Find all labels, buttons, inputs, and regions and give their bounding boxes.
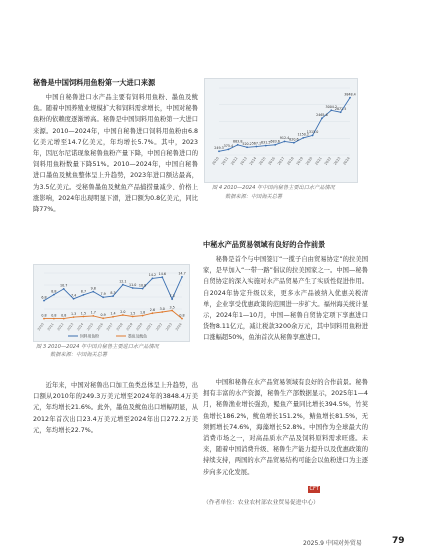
data-point xyxy=(92,315,94,317)
x-tick-label: 2014 xyxy=(76,322,85,332)
data-label: 14.7 xyxy=(178,271,186,276)
data-label: 3.0 xyxy=(159,306,165,311)
data-point xyxy=(161,276,163,278)
figure3-svg xyxy=(34,265,189,341)
data-point xyxy=(122,314,124,316)
figure4-source: 数据来源：中国海关总署 xyxy=(225,194,283,200)
data-label: 2872.5 xyxy=(334,107,347,112)
x-tick-label: 2024 xyxy=(174,322,183,332)
paragraph-fishmeal: 中国自秘鲁进口水产品主要有饲料用鱼粉、墨鱼及鱿鱼。随着中国养殖业规模扩大和饲料需求增长，中国对秘鲁鱼粉的依赖度逐渐增高。秘鲁是中国饲料用鱼粉第一大进口来源。2010—2024年，中国自秘鲁进口饲料用鱼粉由6.8亿美元增至14.7亿美元，年均增长5.7%。其中，2023年，因厄尔尼诺现象秘鲁鱼粉产量下降，中国自秘鲁进口的饲料用鱼粉数量下降51%。2010—2024年，中国自秘鲁进口墨鱼及鱿鱼整体呈上升趋势，2023年进口额达最高，为3.5亿美元。受秘鲁墨鱼及鱿鱼产品捕捞量减少、价格上涨影响，2024年出现明显下滑，进口额为0.8亿美元，同比降77%。 xyxy=(33,94,198,214)
data-label: 1315.0 xyxy=(306,130,319,135)
data-label: 3848.4 xyxy=(344,92,356,97)
data-label: 1.4 xyxy=(110,311,116,316)
data-point xyxy=(53,294,55,296)
data-point xyxy=(171,298,173,300)
data-label: 14.2 xyxy=(148,273,157,278)
x-tick-label: 2011 xyxy=(46,322,55,332)
data-label: 820.6 xyxy=(289,137,299,142)
data-point xyxy=(274,144,276,146)
data-point xyxy=(256,146,258,148)
data-label: 567.1 xyxy=(251,141,262,146)
data-label: 0.8 xyxy=(41,313,47,318)
data-point xyxy=(340,111,342,113)
data-label: 1.3 xyxy=(70,311,77,316)
data-label: 6.8 xyxy=(41,295,47,300)
data-point xyxy=(284,141,286,143)
data-point xyxy=(102,296,104,298)
x-tick-label: 2020 xyxy=(135,322,144,332)
data-label: 0.9 xyxy=(100,313,106,318)
data-label: 7.4 xyxy=(70,293,77,298)
data-point xyxy=(142,288,144,290)
data-label: 1.8 xyxy=(139,310,146,315)
footer-issue: 2025.9 中国对外贸易 xyxy=(303,540,362,547)
data-point xyxy=(83,294,85,296)
figure4-chart xyxy=(204,78,358,183)
data-point xyxy=(293,142,295,144)
data-point xyxy=(161,311,163,313)
data-point xyxy=(227,149,229,151)
x-tick-label: 2023 xyxy=(333,156,342,166)
figure3-chart xyxy=(33,264,190,342)
data-label: 683.8 xyxy=(232,139,243,144)
x-tick-label: 2013 xyxy=(239,156,248,166)
data-point xyxy=(53,318,55,320)
x-tick-label: 2016 xyxy=(95,322,104,332)
x-tick-label: 2022 xyxy=(323,156,333,166)
data-point xyxy=(63,318,65,320)
section-heading-cooperation: 中秘水产品贸易领域有良好的合作前景 xyxy=(203,240,326,249)
x-tick-label: 2010 xyxy=(211,156,220,166)
data-point xyxy=(122,284,124,286)
x-tick-label: 2013 xyxy=(66,322,75,332)
data-label: 10.7 xyxy=(60,283,68,288)
data-label: 1.5 xyxy=(130,311,136,316)
data-label: 0.8 xyxy=(61,313,67,318)
data-point xyxy=(83,316,85,318)
section-heading-fishmeal: 秘鲁是中国饲料用鱼粉第一大进口来源 xyxy=(33,78,156,87)
x-tick-label: 2021 xyxy=(145,322,154,332)
x-tick-label: 2017 xyxy=(105,322,114,332)
data-label: 7.3 xyxy=(169,293,175,298)
paragraph-exports: 近年来，中国对秘鲁出口加工鱼类总体呈上升趋势，出口额从2010年的249.3万美元增至2024年的3848.4万美元，年均增长21.6%。此外，墨鱼及鱿鱼出口增幅明显，从2012年首次出口23.4万美元增至2024年出口272.2万美元，年均增长22.7%。 xyxy=(33,382,198,434)
data-label: 0.8 xyxy=(51,313,57,318)
x-tick-label: 2021 xyxy=(314,156,323,166)
data-point xyxy=(321,117,323,119)
x-tick-label: 2012 xyxy=(230,156,239,166)
data-label: 3004.2 xyxy=(325,105,338,110)
data-label: 2.0 xyxy=(120,309,126,314)
paragraph-fta: 秘鲁是首个与中国签订“一揽子自由贸易协定”的拉美国家，是早加入“一带一路”倡议的拉美国家之一。中国—秘鲁自贸协定的深入实施对水产品贸易产生了实质性促进作用。自2024年协定升级以来，更多水产品被纳入优惠关税清单，企业享受优惠政策的范围进一步扩大。福州海关统计显示，2024年1—10月，中国—秘鲁自贸协定项下享惠进口货物8.11亿元，减让税款3200余万元，其中饲料用鱼粉进口涨幅超50%，鱼油首次从秘鲁享惠进口。 xyxy=(203,256,368,342)
data-point xyxy=(181,276,183,278)
data-point xyxy=(132,316,134,318)
author-affiliation: （作者单位：农业农村部农业贸易促进中心） xyxy=(203,500,319,506)
x-tick-label: 2012 xyxy=(56,322,65,332)
x-tick-label: 2011 xyxy=(220,156,230,166)
x-tick-label: 2018 xyxy=(286,156,295,166)
data-point xyxy=(246,146,248,148)
figure4-svg xyxy=(205,79,357,182)
x-tick-label: 2017 xyxy=(276,156,286,166)
data-label: 520.2 xyxy=(242,142,252,147)
legend-label: 墨鱼及鱿鱼 xyxy=(128,333,147,339)
data-label: 3.5 xyxy=(169,305,175,310)
data-point xyxy=(132,287,134,289)
data-label: 1.5 xyxy=(80,311,87,316)
data-point xyxy=(237,144,239,146)
data-point xyxy=(112,295,114,297)
data-label: 683.6 xyxy=(270,139,280,144)
data-label: 1150.2 xyxy=(297,132,309,137)
data-label: 8.3 xyxy=(110,290,116,295)
figure3-source: 数据来源：中国海关总署 xyxy=(50,352,108,358)
data-point xyxy=(312,135,314,137)
data-label: 0.8 xyxy=(179,313,185,318)
data-label: 912.4 xyxy=(279,136,290,141)
data-label: 10.8 xyxy=(138,283,147,288)
data-point xyxy=(73,298,75,300)
data-point xyxy=(181,318,183,320)
x-tick-label: 2015 xyxy=(86,322,95,332)
data-point xyxy=(171,310,173,312)
x-tick-label: 2014 xyxy=(248,156,258,166)
data-point xyxy=(112,316,114,318)
data-label: 14.6 xyxy=(158,272,166,276)
data-label: 9.8 xyxy=(90,286,96,291)
x-tick-label: 2016 xyxy=(267,156,276,166)
x-tick-label: 2019 xyxy=(125,322,134,332)
data-label: 631.5 xyxy=(261,140,271,145)
data-label: 249.3 xyxy=(214,146,224,151)
data-point xyxy=(218,150,220,152)
x-tick-label: 2010 xyxy=(36,322,45,332)
x-tick-label: 2015 xyxy=(258,156,267,166)
data-point xyxy=(152,312,154,314)
data-label: 375.4 xyxy=(223,144,234,149)
page-number: 79 xyxy=(392,536,405,546)
x-tick-label: 2019 xyxy=(295,156,305,166)
data-point xyxy=(330,109,332,111)
data-point xyxy=(349,97,351,99)
data-point xyxy=(142,315,144,317)
data-point xyxy=(102,317,104,319)
data-label: 8.7 xyxy=(80,289,87,294)
data-point xyxy=(92,291,94,293)
x-tick-label: 2024 xyxy=(342,156,351,166)
end-mark-badge: CFT xyxy=(309,486,319,492)
x-tick-label: 2023 xyxy=(164,322,173,332)
data-point xyxy=(43,300,45,302)
data-point xyxy=(43,318,45,320)
data-label: 8.8 xyxy=(51,289,57,294)
data-point xyxy=(73,316,75,318)
legend-label: 饲料用鱼粉 xyxy=(80,333,99,339)
figure3-caption: 图 3 2010—2024 年中国自秘鲁主要进口水产品情况 xyxy=(36,344,159,350)
x-tick-label: 2022 xyxy=(155,322,164,332)
x-tick-label: 2020 xyxy=(304,156,314,166)
x-tick-label: 2018 xyxy=(115,322,124,332)
data-point xyxy=(265,145,267,147)
figure4-caption: 图 4 2010—2024 年中国向秘鲁主要出口水产品情况 xyxy=(212,185,335,191)
data-label: 2465.6 xyxy=(316,113,328,118)
data-label: 12.1 xyxy=(119,279,127,284)
data-label: 2.6 xyxy=(149,308,156,312)
data-label: 1.7 xyxy=(90,310,96,315)
data-label: 7.9 xyxy=(100,292,106,297)
paragraph-outlook: 中国和秘鲁在水产品贸易领域有良好的合作前景。秘鲁拥有丰富的水产资源，秘鲁生产部数据显示，2025年1—4月，秘鲁渔业增长强劲，鳀鱼产量同比增长394.5%，竹荚鱼增长186.2%，鱿鱼增长151.2%，鲭鱼增长81.5%，无须鳕增长74.6%，海藻增长52.8%。中国作为全球最大的消费市场之一，对高品质水产品及饲料原料需求旺盛。未来，随着中国消费升级、秘鲁生产能力提升以及优惠政策的持续支持，两国的水产品贸易结构可能会以鱼粉进口为主逐步向多元化发展。 xyxy=(203,379,368,476)
data-point xyxy=(63,288,65,290)
data-point xyxy=(302,137,304,139)
data-point xyxy=(152,278,154,280)
data-label: 11.0 xyxy=(129,282,137,287)
